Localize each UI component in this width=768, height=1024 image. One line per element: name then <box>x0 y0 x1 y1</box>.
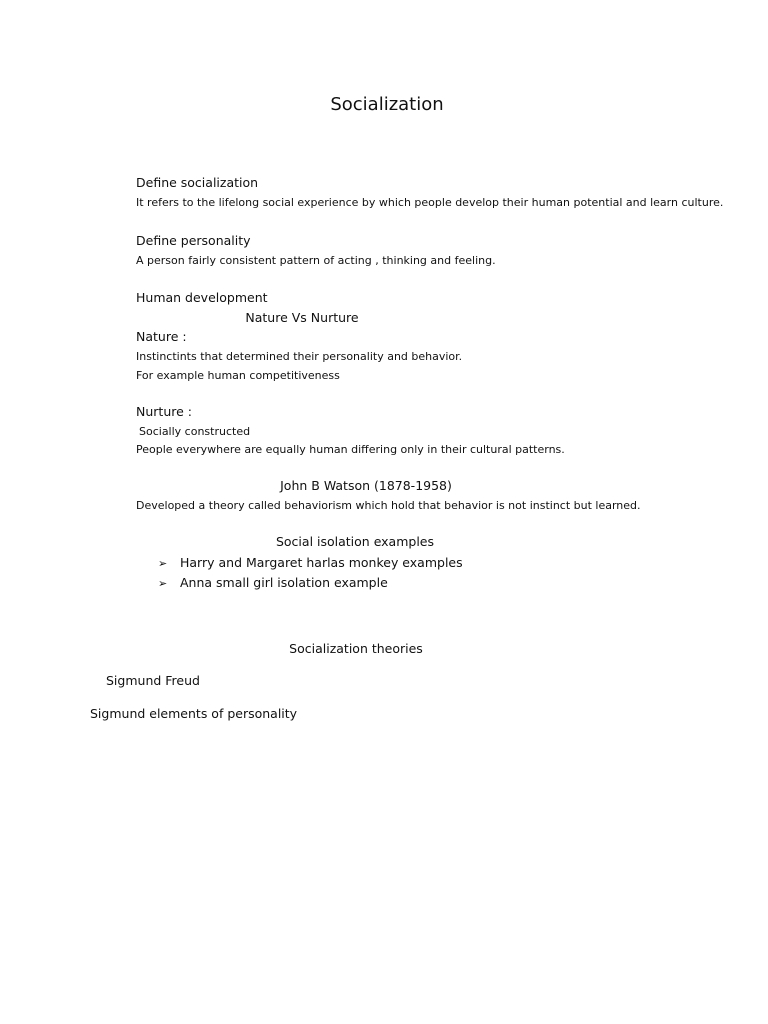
text-nature-line-2: For example human competitiveness <box>136 369 340 382</box>
subheading-nature-vs-nurture: Nature Vs Nurture <box>245 310 359 325</box>
heading-human-development: Human development <box>136 290 268 305</box>
heading-nurture: Nurture : <box>136 404 192 419</box>
arrow-bullet-icon: ➢ <box>158 556 168 570</box>
heading-john-b-watson: John B Watson (1878-1958) <box>280 478 452 493</box>
text-nurture-line-2: People everywhere are equally human differing only in their cultural patterns. <box>136 443 565 456</box>
heading-define-socialization: Define socialization <box>136 175 259 190</box>
text-socialization-definition: It refers to the lifelong social experience by which people develop their human potential and learn culture. <box>136 196 724 209</box>
arrow-bullet-icon: ➢ <box>158 576 168 590</box>
text-personality-definition: A person fairly consistent pattern of acting , thinking and feeling. <box>136 254 496 267</box>
list-item-text: Anna small girl isolation example <box>180 575 388 590</box>
text-nurture-line-1: Socially constructed <box>139 425 251 438</box>
heading-sigmund-freud: Sigmund Freud <box>106 673 200 688</box>
list-item <box>158 557 463 570</box>
text-watson-behaviorism: Developed a theory called behaviorism which hold that behavior is not instinct but learned. <box>136 499 641 512</box>
document-title: Socialization <box>330 94 444 115</box>
heading-sigmund-elements: Sigmund elements of personality <box>90 706 298 721</box>
heading-socialization-theories: Socialization theories <box>289 641 423 656</box>
text-nature-line-1: Instinctints that determined their personality and behavior. <box>136 350 463 363</box>
list-item-text: Harry and Margaret harlas monkey examples <box>180 555 463 570</box>
heading-social-isolation-examples: Social isolation examples <box>275 534 435 549</box>
list-item <box>158 577 388 590</box>
heading-nature: Nature : <box>136 329 187 344</box>
heading-define-personality: Define personality <box>136 233 251 248</box>
